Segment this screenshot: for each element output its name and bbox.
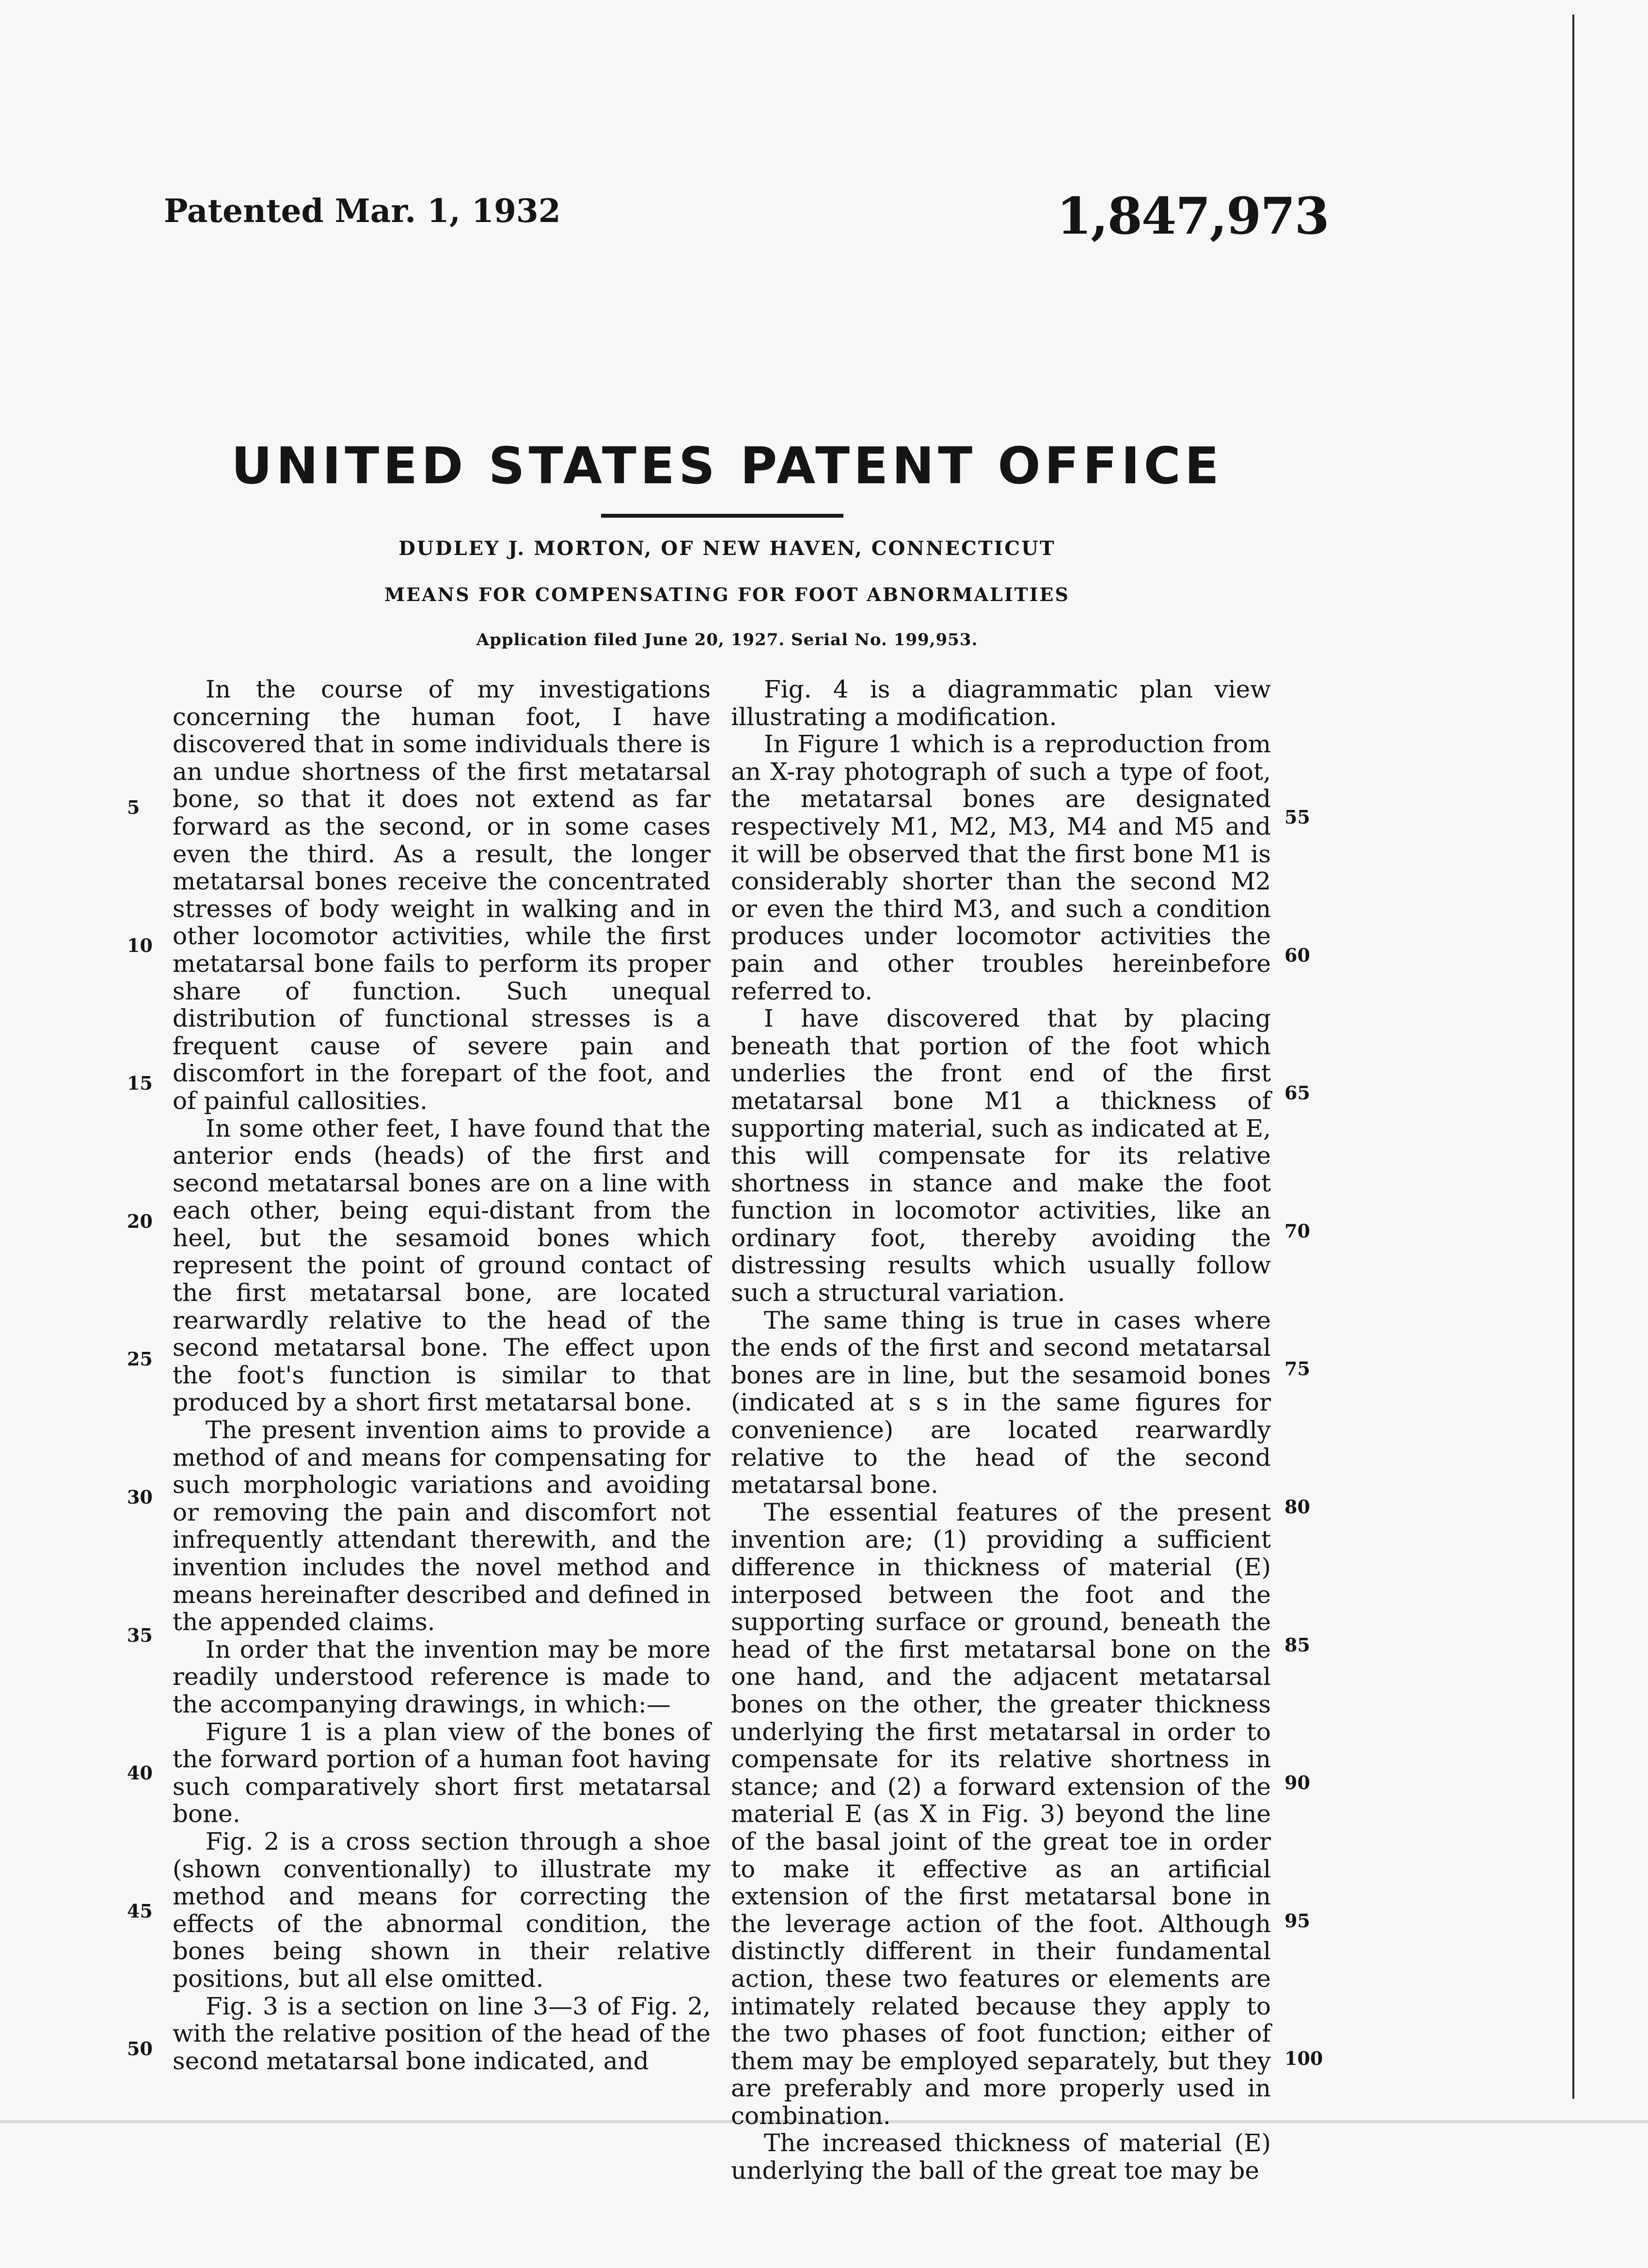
line-number: 30 <box>127 1486 153 1508</box>
title-rule <box>601 514 843 518</box>
line-number: 40 <box>127 1762 153 1784</box>
right-column <box>731 676 1271 2185</box>
line-number: 70 <box>1284 1220 1310 1242</box>
office-title: UNITED STATES PATENT OFFICE <box>231 436 1223 495</box>
line-number: 100 <box>1284 2047 1323 2069</box>
page-edge-right <box>1572 15 1574 2099</box>
line-number: 90 <box>1284 1772 1310 1793</box>
line-number: 25 <box>127 1348 153 1370</box>
paragraph: Fig. 4 is a diagrammatic plan view illustrating a modification. <box>731 675 1271 731</box>
paragraph: In Figure 1 which is a reproduction from an X-ray photograph of such a type of foot, the metatarsal bones are designated respectively M1, M2, M3, M4 and M5 and it will be observed that the first bone M1 is considerably shorter than the second M2 or even the third M3, and such a condition produces under locomotor activities the pain and other troubles hereinbefore referred to. <box>731 730 1271 1005</box>
line-number: 60 <box>1284 944 1310 966</box>
application-line: Application filed June 20, 1927. Serial No. 199,953. <box>476 630 978 650</box>
line-number: 20 <box>127 1210 153 1232</box>
paragraph: The increased thickness of material (E) underlying the ball of the great toe may be <box>731 2129 1271 2185</box>
paragraph: Fig. 3 is a section on line 3—3 of Fig. 2, with the relative position of the head of the second metatarsal bone indicated, and <box>173 1992 711 2075</box>
patent-date: Patented Mar. 1, 1932 <box>164 192 561 230</box>
paragraph: In some other feet, I have found that the anterior ends (heads) of the first and second metatarsal bones are on a line with each other, being equi-distant from the heel, but the sesamoid bones which represent the point of ground contact of the first metatarsal bone, are located rearwardly relative to the head of the second metatarsal bone. The effect upon the foot's function is similar to that produced by a short first metatarsal bone. <box>173 1114 711 1417</box>
paragraph: Figure 1 is a plan view of the bones of the forward portion of a human foot having such comparatively short first metatarsal bone. <box>173 1717 711 1828</box>
paragraph: In the course of my investigations concerning the human foot, I have discovered that in some individuals there is an undue shortness of the first metatarsal bone, so that it does not extend as far forward as the second, or in some cases even the third. As a result, the longer metatarsal bones receive the concentrated stresses of body weight in walking and in other locomotor activities, while the first metatarsal bone fails to perform its proper share of function. Such unequal distribution of functional stresses is a frequent cause of severe pain and discomfort in the forepart of the foot, and of painful callosities. <box>173 675 711 1115</box>
line-number: 80 <box>1284 1496 1310 1518</box>
paragraph: I have discovered that by placing beneath that portion of the foot which underlies the front end of the first metatarsal bone M1 a thickness of supporting material, such as indicated at E, this will compensate for its relative shortness in stance and make the foot function in locomotor activities, like an ordinary foot, thereby avoiding the distressing results which usually follow such a structural variation. <box>731 1004 1271 1307</box>
line-number: 75 <box>1284 1358 1310 1380</box>
line-number: 95 <box>1284 1910 1310 1932</box>
paragraph: In order that the invention may be more readily understood reference is made to the accompanying drawings, in which:— <box>173 1635 711 1718</box>
line-number: 55 <box>1284 806 1310 828</box>
inventor-line: DUDLEY J. MORTON, OF NEW HAVEN, CONNECTICUT <box>398 537 1056 560</box>
paragraph: The essential features of the present invention are; (1) providing a sufficient difference in thickness of material (E) interposed between the foot and the supporting surface or ground, beneath the head of the first metatarsal bone on the one hand, and the adjacent metatarsal bones on the other, the greater thickness underlying the first metatarsal in order to compensate for its relative shortness in stance; and (2) a forward extension of the material E (as X in Fig. 3) beyond the line of the basal joint of the great toe in order to make it effective as an artificial extension of the first metatarsal bone in the leverage action of the foot. Although distinctly different in their fundamental action, these two features or elements are intimately related because they apply to the two phases of foot function; either of them may be employed separately, but they are preferably and more properly used in combination. <box>731 1498 1271 2130</box>
line-number: 35 <box>127 1624 153 1646</box>
line-number: 65 <box>1284 1082 1310 1104</box>
line-number: 5 <box>127 796 140 818</box>
paragraph: The same thing is true in cases where the ends of the first and second metatarsal bones are in line, but the sesamoid bones (indicated at s s in the same figures for convenience) are located rearwardly relative to the head of the second metatarsal bone. <box>731 1306 1271 1499</box>
subject-line: MEANS FOR COMPENSATING FOR FOOT ABNORMALITIES <box>384 584 1070 605</box>
line-number: 15 <box>127 1072 153 1094</box>
line-number: 45 <box>127 1900 153 1922</box>
line-number: 85 <box>1284 1634 1310 1656</box>
patent-number: 1,847,973 <box>1057 186 1329 246</box>
paragraph: The present invention aims to provide a method of and means for compensating for such morphologic variations and avoiding or removing the pain and discomfort not infrequently attendant therewith, and the invention includes the novel method and means hereinafter described and defined in the appended claims. <box>173 1416 711 1636</box>
left-column <box>173 676 711 2075</box>
paragraph: Fig. 2 is a cross section through a shoe (shown conventionally) to illustrate my method and means for correcting the effects of the abnormal condition, the bones being shown in their relative positions, but all else omitted. <box>173 1827 711 1993</box>
line-number: 10 <box>127 935 153 956</box>
line-number: 50 <box>127 2038 153 2060</box>
